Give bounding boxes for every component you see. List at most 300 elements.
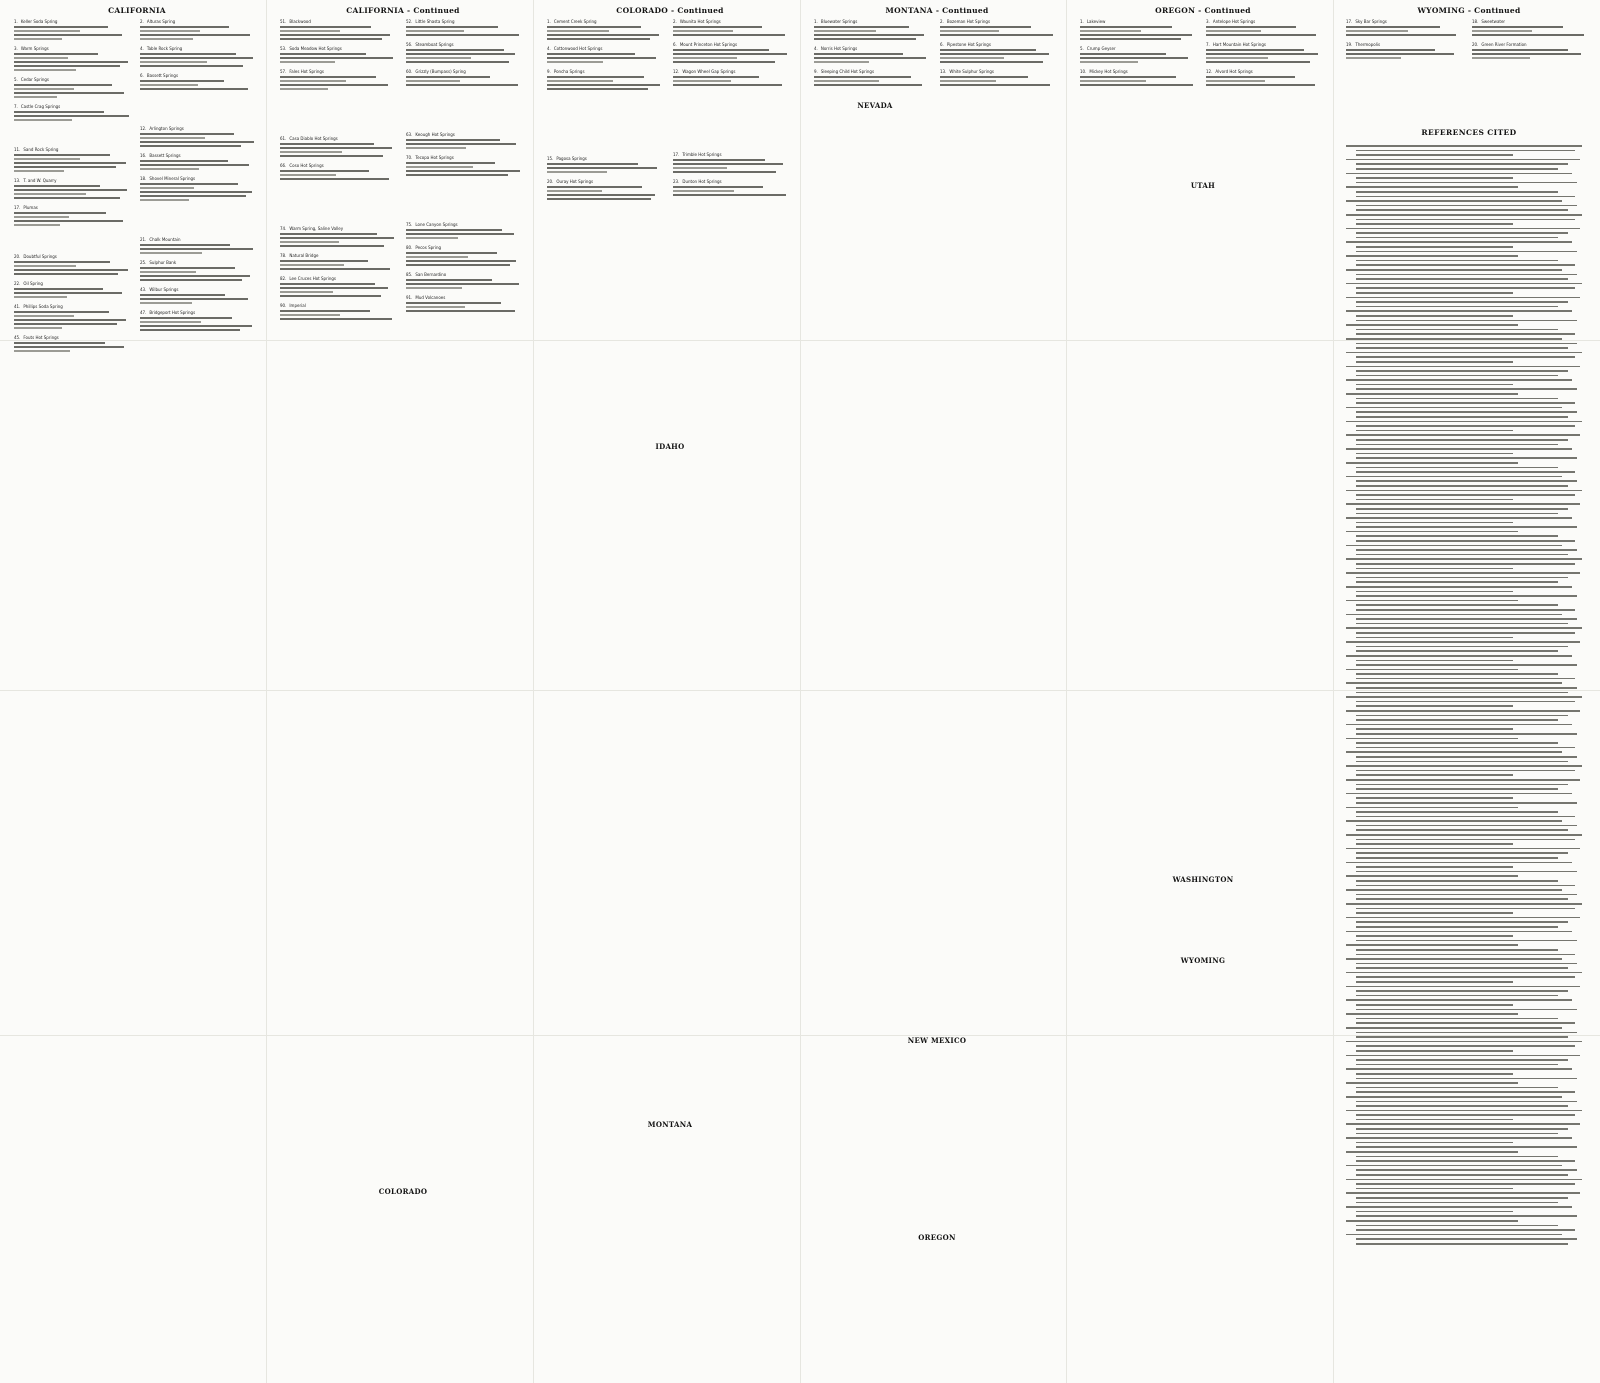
reference-line: [1346, 862, 1572, 864]
reference-line: [1346, 421, 1582, 423]
reference-line: [1356, 1073, 1513, 1075]
reference-line: [1356, 485, 1568, 487]
list-item: [140, 46, 260, 67]
reference-line: [1346, 1110, 1582, 1112]
section-heading-wyoming: WYOMING: [1180, 956, 1226, 965]
list-item: [406, 69, 526, 86]
references-heading: REFERENCES CITED: [1421, 128, 1517, 137]
list-item: [280, 19, 400, 40]
reference-line: [1356, 1078, 1577, 1080]
entry-name: Soda Meadow Hot Springs: [289, 46, 342, 51]
reference-line: [1346, 834, 1582, 836]
reference-line: [1356, 526, 1577, 528]
entry-name: Bluewater Springs: [820, 19, 858, 24]
list-item: [1472, 19, 1592, 36]
entry-name: Sand Rock Spring: [23, 147, 59, 152]
reference-line: [1346, 986, 1580, 988]
reference-line: [1356, 1183, 1575, 1185]
reference-line: [1356, 921, 1568, 923]
list-item: [814, 69, 934, 86]
reference-line: [1356, 967, 1568, 969]
fold-line: [800, 0, 801, 1383]
reference-line: [1346, 1151, 1518, 1153]
entry-name: Bassett Springs: [146, 73, 179, 78]
list-item: [406, 19, 526, 36]
entry-number: 6.: [673, 42, 677, 47]
reference-line: [1356, 1032, 1577, 1034]
reference-line: [1356, 398, 1558, 400]
reference-line: [1356, 1022, 1575, 1024]
entry-name: Bassett Springs: [149, 153, 181, 158]
reference-line: [1356, 430, 1513, 432]
entry-number: 3.: [1206, 19, 1210, 24]
reference-line: [1346, 1055, 1580, 1057]
reference-line: [1356, 522, 1513, 524]
reference-line: [1346, 738, 1518, 740]
reference-line: [1356, 591, 1513, 593]
list-item: [280, 46, 400, 63]
entry-name: Wilbur Springs: [149, 287, 179, 292]
entry-number: 20.: [14, 254, 21, 259]
entry-name: Warm Springs: [20, 46, 49, 51]
section-heading-oregon: OREGON: [918, 1233, 956, 1242]
list-item: [140, 153, 260, 170]
section-heading-new-mexico: NEW MEXICO: [907, 1036, 967, 1045]
reference-line: [1356, 926, 1558, 928]
entry-number: 13.: [14, 178, 21, 183]
reference-line: [1356, 196, 1575, 198]
column-heading: COLORADO - Continued: [616, 6, 724, 15]
reference-line: [1356, 361, 1513, 363]
reference-line: [1356, 1169, 1577, 1171]
entry-name: Fouts Hot Springs: [23, 335, 59, 340]
reference-line: [1346, 572, 1580, 574]
reference-line: [1356, 388, 1577, 390]
list-item: [1080, 69, 1200, 86]
reference-line: [1356, 719, 1558, 721]
entry-number: 60.: [406, 69, 413, 74]
entry-name: Doubtful Springs: [23, 254, 57, 259]
list-item: [280, 303, 400, 320]
list-item: [406, 295, 526, 312]
list-item: [280, 163, 400, 180]
list-item: [140, 260, 260, 281]
section-heading-montana: MONTANA: [647, 1120, 693, 1129]
entry-number: 25.: [140, 260, 147, 265]
reference-line: [1346, 1220, 1518, 1222]
section-heading-idaho: IDAHO: [655, 442, 685, 451]
reference-line: [1356, 1133, 1558, 1135]
reference-line: [1346, 848, 1580, 850]
reference-line: [1346, 214, 1582, 216]
reference-line: [1356, 664, 1577, 666]
list-item: [280, 69, 400, 90]
references-list: [1346, 142, 1592, 1378]
reference-line: [1356, 995, 1558, 997]
reference-line: [1346, 159, 1580, 161]
reference-line: [1346, 793, 1572, 795]
reference-line: [1346, 462, 1518, 464]
reference-line: [1346, 1137, 1572, 1139]
reference-line: [1356, 650, 1558, 652]
entry-number: 61.: [280, 136, 287, 141]
entry-number: 45.: [14, 335, 21, 340]
reference-line: [1346, 379, 1572, 381]
reference-line: [1346, 972, 1582, 974]
reference-line: [1356, 1243, 1568, 1245]
entry-number: 66.: [280, 163, 287, 168]
entry-name: Green River Formation: [1481, 42, 1527, 47]
sub-column: [280, 19, 400, 326]
entry-number: 5.: [14, 77, 18, 82]
reference-line: [1346, 283, 1582, 285]
list-item: [940, 42, 1060, 63]
sub-column: [940, 19, 1060, 92]
reference-line: [1346, 490, 1582, 492]
list-item: [406, 222, 526, 239]
list-item: [547, 156, 667, 173]
entry-name: Sky Bar Springs: [1355, 19, 1387, 24]
reference-line: [1356, 761, 1568, 763]
reference-line: [1346, 669, 1518, 671]
entry-name: Castle Crag Springs: [20, 104, 61, 109]
entry-number: 22.: [14, 281, 21, 286]
list-item: [406, 132, 526, 149]
reference-line: [1356, 154, 1513, 156]
reference-line: [1356, 908, 1575, 910]
reference-line: [1356, 453, 1513, 455]
entry-name: Hart Mountain Hot Springs: [1212, 42, 1266, 47]
reference-line: [1356, 1202, 1558, 1204]
reference-line: [1346, 614, 1562, 616]
reference-line: [1346, 765, 1582, 767]
reference-line: [1346, 1192, 1580, 1194]
reference-line: [1356, 954, 1575, 956]
reference-line: [1346, 1041, 1582, 1043]
section-heading-utah: UTAH: [1190, 181, 1216, 190]
reference-line: [1346, 503, 1580, 505]
list-item: [1206, 19, 1326, 36]
reference-line: [1346, 903, 1582, 905]
reference-line: [1356, 402, 1575, 404]
reference-line: [1356, 246, 1513, 248]
fold-line: [266, 0, 267, 1383]
list-item: [140, 287, 260, 304]
list-item: [547, 19, 667, 40]
list-item: [547, 46, 667, 63]
reference-line: [1356, 646, 1568, 648]
entry-name: Pecos Spring: [415, 245, 442, 250]
entry-number: 80.: [406, 245, 413, 250]
entry-name: Dunton Hot Springs: [682, 179, 722, 184]
entry-number: 9.: [814, 69, 818, 74]
reference-line: [1346, 297, 1580, 299]
entry-number: 3.: [14, 46, 18, 51]
reference-line: [1346, 944, 1518, 946]
section-heading-colorado: COLORADO: [378, 1187, 428, 1196]
entry-number: 1.: [1080, 19, 1084, 24]
reference-line: [1356, 770, 1575, 772]
column-heading: WYOMING - Continued: [1417, 6, 1521, 15]
entry-name: Bridgeport Hot Springs: [149, 310, 196, 315]
sub-column: [673, 19, 793, 206]
reference-line: [1356, 976, 1575, 978]
reference-line: [1356, 1174, 1568, 1176]
reference-line: [1346, 186, 1518, 188]
reference-line: [1356, 581, 1558, 583]
entry-name: Steamboat Springs: [415, 42, 454, 47]
entry-name: Lee Cruces Hot Springs: [289, 276, 337, 281]
reference-line: [1356, 480, 1577, 482]
entry-name: Norris Hot Springs: [820, 46, 858, 51]
entry-number: 91.: [406, 295, 413, 300]
reference-line: [1356, 274, 1577, 276]
reference-line: [1356, 329, 1558, 331]
column-colorado-continued: [547, 6, 793, 1376]
entry-number: 70.: [406, 155, 413, 160]
list-item: [814, 46, 934, 63]
reference-line: [1356, 912, 1513, 914]
entry-number: 82.: [280, 276, 287, 281]
entry-number: 75.: [406, 222, 413, 227]
reference-line: [1346, 807, 1518, 809]
reference-line: [1356, 260, 1558, 262]
entry-number: 16.: [140, 153, 147, 158]
list-item: [280, 136, 400, 157]
entry-number: 1.: [14, 19, 18, 24]
reference-line: [1356, 797, 1513, 799]
reference-line: [1356, 825, 1577, 827]
reference-line: [1356, 1229, 1575, 1231]
reference-line: [1356, 370, 1568, 372]
reference-line: [1346, 448, 1572, 450]
entry-number: 7.: [1206, 42, 1210, 47]
list-item: [140, 237, 260, 254]
reference-line: [1356, 609, 1575, 611]
reference-line: [1346, 724, 1572, 726]
list-item: [673, 69, 793, 86]
list-item: [14, 205, 134, 226]
reference-line: [1356, 416, 1568, 418]
list-item: [280, 253, 400, 270]
list-item: [1206, 69, 1326, 86]
reference-line: [1356, 457, 1577, 459]
reference-line: [1346, 241, 1572, 243]
entry-name: T. and W. Quarry: [23, 178, 57, 183]
reference-line: [1356, 1128, 1568, 1130]
entry-name: Coso Hot Springs: [289, 163, 324, 168]
reference-line: [1356, 880, 1558, 882]
entry-name: Tecopa Hot Springs: [415, 155, 454, 160]
reference-line: [1346, 958, 1562, 960]
entry-number: 57.: [280, 69, 287, 74]
entry-name: Sleeping Child Hot Springs: [820, 69, 875, 74]
reference-line: [1356, 1188, 1513, 1190]
entry-name: Lone Canyon Springs: [415, 222, 458, 227]
column-california: [14, 6, 260, 1376]
entry-name: Casa Diablo Hot Springs: [289, 136, 338, 141]
reference-line: [1356, 168, 1558, 170]
reference-line: [1356, 788, 1558, 790]
list-item: [14, 281, 134, 298]
entry-name: Shovel Mineral Springs: [149, 176, 196, 181]
reference-line: [1356, 549, 1577, 551]
entry-number: 2.: [140, 19, 144, 24]
entry-number: 2.: [673, 19, 677, 24]
entry-number: 17.: [673, 152, 680, 157]
reference-line: [1356, 554, 1568, 556]
entry-name: Sulphur Bank: [149, 260, 177, 265]
reference-line: [1356, 264, 1575, 266]
fold-line: [533, 0, 534, 1383]
sub-column: [814, 19, 934, 92]
sub-column: [14, 19, 134, 358]
entry-number: 51.: [280, 19, 287, 24]
reference-line: [1356, 811, 1558, 813]
entry-name: Plumas: [23, 205, 38, 210]
reference-line: [1356, 623, 1568, 625]
list-item: [280, 276, 400, 297]
reference-line: [1346, 1165, 1562, 1167]
entry-number: 85.: [406, 272, 413, 277]
reference-line: [1356, 692, 1568, 694]
reference-line: [1356, 568, 1513, 570]
reference-line: [1356, 857, 1558, 859]
reference-line: [1356, 595, 1577, 597]
reference-line: [1356, 356, 1575, 358]
reference-line: [1356, 320, 1577, 322]
reference-line: [1356, 990, 1568, 992]
reference-line: [1356, 1114, 1575, 1116]
entry-number: 21.: [140, 237, 147, 242]
reference-line: [1356, 898, 1568, 900]
entry-number: 20.: [547, 179, 554, 184]
reference-line: [1356, 278, 1568, 280]
entry-number: 52.: [406, 19, 413, 24]
reference-line: [1356, 535, 1558, 537]
reference-line: [1356, 949, 1558, 951]
entry-name: Mud Volcanoes: [415, 295, 446, 300]
list-item: [406, 42, 526, 63]
entry-number: 74.: [280, 226, 287, 231]
entry-number: 19.: [1346, 42, 1353, 47]
entry-number: 4.: [547, 46, 551, 51]
reference-line: [1346, 641, 1580, 643]
reference-line: [1356, 774, 1513, 776]
reference-line: [1346, 1096, 1562, 1098]
entry-number: 1.: [547, 19, 551, 24]
reference-line: [1346, 1068, 1572, 1070]
entry-number: 53.: [280, 46, 287, 51]
reference-line: [1356, 508, 1568, 510]
reference-line: [1356, 604, 1558, 606]
entry-name: Natural Bridge: [289, 253, 319, 258]
reference-line: [1346, 531, 1518, 533]
reference-line: [1346, 1082, 1518, 1084]
entry-name: Crump Geyser: [1086, 46, 1116, 51]
list-item: [1206, 42, 1326, 63]
reference-line: [1356, 219, 1575, 221]
reference-line: [1356, 1105, 1568, 1107]
entry-number: 20.: [1472, 42, 1479, 47]
reference-line: [1356, 632, 1575, 634]
fold-line: [1066, 0, 1067, 1383]
reference-line: [1356, 411, 1577, 413]
column-heading: MONTANA - Continued: [885, 6, 989, 15]
entry-name: Phillips Soda Spring: [23, 304, 63, 309]
reference-line: [1346, 696, 1582, 698]
reference-line: [1346, 1027, 1562, 1029]
reference-line: [1356, 384, 1513, 386]
list-item: [280, 226, 400, 247]
reference-line: [1356, 1018, 1558, 1020]
entry-name: Trimble Hot Springs: [682, 152, 722, 157]
reference-line: [1346, 545, 1562, 547]
entry-name: Mickey Hot Springs: [1089, 69, 1128, 74]
entry-name: Keller Soda Spring: [20, 19, 58, 24]
reference-line: [1356, 301, 1568, 303]
fold-line: [1333, 0, 1334, 1383]
reference-line: [1346, 682, 1562, 684]
reference-line: [1356, 935, 1513, 937]
reference-line: [1346, 558, 1582, 560]
entry-name: Keough Hot Springs: [415, 132, 455, 137]
entry-name: Thermopolis: [1355, 42, 1381, 47]
list-item: [14, 147, 134, 172]
reference-line: [1356, 287, 1575, 289]
entry-name: Cedar Springs: [20, 77, 49, 82]
list-item: [406, 155, 526, 176]
reference-line: [1356, 1156, 1558, 1158]
entry-name: Mount Princeton Hot Springs: [679, 42, 738, 47]
reference-line: [1356, 1087, 1558, 1089]
entry-number: 43.: [140, 287, 147, 292]
entry-name: Warm Spring, Saline Valley: [289, 226, 344, 231]
reference-line: [1356, 829, 1568, 831]
reference-line: [1346, 917, 1580, 919]
reference-line: [1356, 756, 1577, 758]
reference-line: [1356, 673, 1558, 675]
entry-number: 1.: [814, 19, 818, 24]
reference-line: [1356, 425, 1575, 427]
section-heading-nevada: NEVADA: [857, 101, 893, 110]
entry-number: 17.: [1346, 19, 1353, 24]
reference-line: [1356, 467, 1558, 469]
list-item: [140, 19, 260, 40]
reference-line: [1356, 513, 1558, 515]
reference-line: [1356, 637, 1513, 639]
reference-line: [1356, 315, 1513, 317]
reference-line: [1356, 660, 1513, 662]
list-item: [814, 19, 934, 40]
reference-line: [1356, 444, 1558, 446]
reference-line: [1346, 352, 1582, 354]
reference-line: [1356, 347, 1568, 349]
reference-line: [1356, 784, 1568, 786]
reference-line: [1346, 434, 1580, 436]
list-item: [14, 254, 134, 275]
entry-name: Sweetwater: [1481, 19, 1506, 24]
reference-line: [1346, 407, 1562, 409]
reference-line: [1356, 182, 1577, 184]
reference-line: [1356, 816, 1575, 818]
reference-line: [1346, 655, 1572, 657]
list-item: [140, 73, 260, 90]
reference-line: [1346, 476, 1562, 478]
entry-name: Blackwood: [289, 19, 311, 24]
reference-line: [1356, 1215, 1577, 1217]
reference-line: [1346, 366, 1580, 368]
